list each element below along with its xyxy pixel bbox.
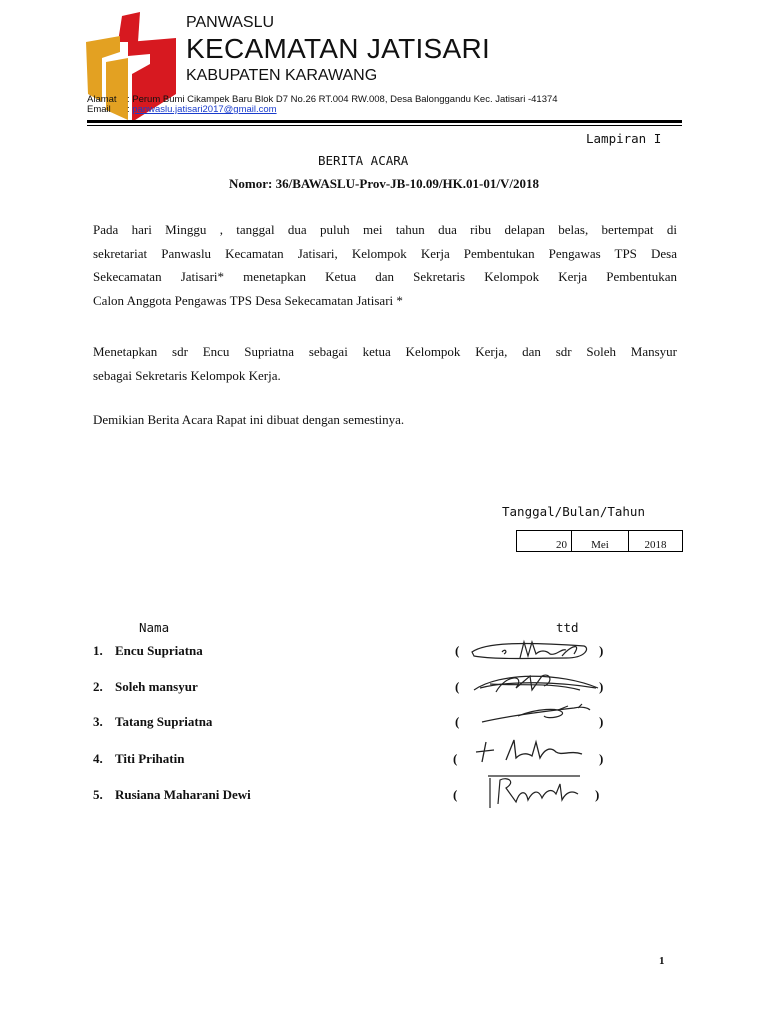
date-year: 2018	[629, 531, 683, 552]
signature-image	[470, 668, 602, 698]
signature-close-paren: )	[599, 679, 604, 694]
signature-image	[478, 702, 596, 726]
signature-close-paren: )	[599, 751, 604, 766]
signatory-name: Rusiana Maharani Dewi	[115, 787, 251, 802]
signature-open-paren: (	[453, 787, 458, 802]
header-rule-thick	[87, 120, 682, 123]
signatory-name: Soleh mansyur	[115, 679, 198, 694]
address-label: Alamat	[87, 94, 117, 105]
page-number: 1	[659, 955, 665, 967]
signatory-row	[93, 751, 184, 767]
date-day: 20	[517, 531, 572, 552]
paragraph-line: Pada hari Minggu , tanggal dua puluh mei tahun dua ribu delapan belas, bertempat di	[93, 222, 677, 237]
signature-column-header: ttd	[556, 620, 579, 635]
signature-image	[466, 636, 596, 664]
signature-close-paren: )	[599, 643, 604, 658]
email-label: Email	[87, 104, 111, 115]
signature-image	[436, 736, 588, 766]
paragraph-line: Menetapkan sdr Encu Supriatna sebagai ketua Kelompok Kerja, dan sdr Soleh Mansyur	[93, 344, 677, 359]
address-value: : Perum Bumi Cikampek Baru Blok D7 No.26 RT.004 RW.008, Desa Balonggandu Kec. Jatisari -41374	[127, 94, 558, 105]
date-label: Tanggal/Bulan/Tahun	[502, 504, 645, 519]
date-month: Mei	[572, 531, 629, 552]
signature-open-paren: (	[455, 714, 460, 729]
signature-open-paren: (	[455, 679, 460, 694]
signature-close-paren: )	[595, 787, 600, 802]
paragraph-line: Calon Anggota Pengawas TPS Desa Sekecamatan Jatisari *	[93, 292, 403, 308]
signatory-number: 1.	[93, 643, 103, 658]
attachment-label: Lampiran I	[586, 131, 662, 146]
org-name-main: KECAMATAN JATISARI	[186, 33, 491, 64]
paragraph-decision	[93, 340, 677, 387]
signatory-row	[93, 787, 251, 803]
email-separator: :	[127, 104, 130, 115]
paragraph-line: Demikian Berita Acara Rapat ini dibuat dengan semestinya.	[93, 412, 405, 427]
paragraph-line: sekretariat Panwaslu Kecamatan Jatisari, Kelompok Kerja Pembentukan Pengawas TPS Desa	[93, 245, 677, 261]
email-line	[87, 104, 277, 115]
signatory-number: 4.	[93, 751, 103, 766]
signatory-row	[93, 679, 198, 695]
signatory-name: Encu Supriatna	[115, 643, 203, 658]
paragraph-closing	[93, 408, 677, 432]
signature-image	[486, 774, 582, 810]
signatory-number: 2.	[93, 679, 103, 694]
document-title: BERITA ACARA	[318, 153, 409, 168]
document-number: Nomor: 36/BAWASLU-Prov-JB-10.09/HK.01-01/V/2018	[229, 176, 539, 191]
signatory-row	[93, 714, 212, 730]
signatory-number: 5.	[93, 787, 103, 802]
signatory-row	[93, 643, 203, 659]
paragraph-opening	[93, 218, 677, 312]
signatory-name: Tatang Supriatna	[115, 714, 213, 729]
email-link[interactable]: panwaslu.jatisari2017@gmail.com	[132, 104, 277, 115]
signatory-number: 3.	[93, 714, 103, 729]
paragraph-line: Sekecamatan Jatisari* menetapkan Ketua dan Sekretaris Kelompok Kerja Pembentukan	[93, 269, 677, 284]
signature-open-paren: (	[455, 643, 460, 658]
signatory-name: Titi Prihatin	[115, 751, 185, 766]
signature-open-paren: (	[453, 751, 458, 766]
signature-close-paren: )	[599, 714, 604, 729]
org-name-sub: KABUPATEN KARAWANG	[186, 67, 378, 84]
date-table	[516, 530, 683, 552]
org-name-small: PANWASLU	[186, 14, 275, 31]
paragraph-line: sebagai Sekretaris Kelompok Kerja.	[93, 367, 281, 383]
name-column-header: Nama	[139, 620, 170, 635]
header-rule-thin	[87, 125, 682, 126]
